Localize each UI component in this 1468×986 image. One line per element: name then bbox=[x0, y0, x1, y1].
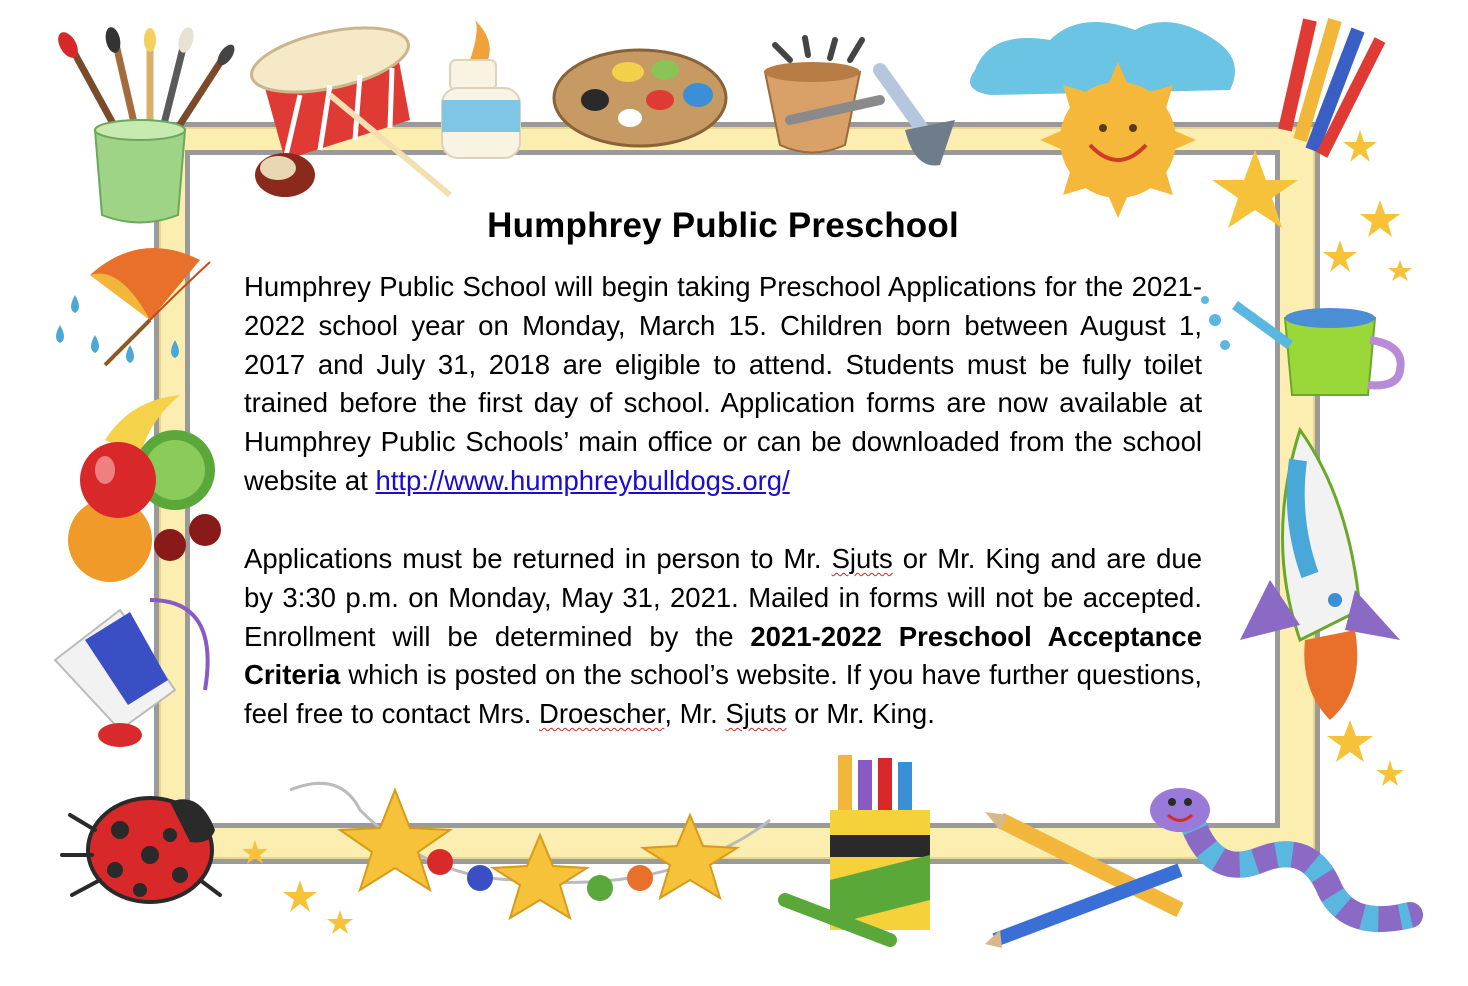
paragraph-2-text-e: or Mr. King. bbox=[786, 698, 935, 730]
ladybug-icon bbox=[62, 798, 220, 902]
acceptance-criteria-title: 2021-2022 Preschool Acceptance Criteria bbox=[244, 620, 1202, 691]
paragraph-2-text-c: which is posted on the school’s website. If you have further questions, feel free to contact Mrs. bbox=[244, 659, 1202, 730]
spellcheck-word-sjuts: Sjuts bbox=[831, 543, 893, 574]
paragraph-2-text-b: or Mr. King and are due by 3:30 p.m. on Monday, May 31, 2021. Mailed in forms will not be accepted. Enrollment will be determined by the bbox=[244, 543, 1202, 652]
notice-paragraph-2 bbox=[244, 540, 1202, 734]
notice-paragraph-1 bbox=[244, 268, 1202, 501]
glue-bottle-icon bbox=[442, 20, 520, 158]
paragraph-2-text-a: Applications must be returned in person to Mr. bbox=[244, 543, 832, 574]
spellcheck-word-sjuts-2: Sjuts bbox=[725, 698, 787, 730]
spellcheck-word-droescher: Droescher bbox=[538, 698, 665, 730]
ribbons-icon bbox=[1285, 20, 1380, 155]
page-title: Humphrey Public Preschool bbox=[487, 206, 959, 245]
paragraph-1-text: Humphrey Public School will begin taking Preschool Applications for the 2021-2022 school year on Monday, March 15. Children born between August 1, 2017 and July 31, 2018 are eligible to attend. Students must be fully toilet trained before the first day of school. Application forms are now available at Humphrey Public Schools’ main office or can be downloaded from the school website at bbox=[244, 271, 1202, 496]
paragraph-2-text-d: , Mr. bbox=[664, 698, 726, 730]
paint-palette-icon bbox=[554, 50, 726, 146]
school-website-link[interactable]: http://www.humphreybulldogs.org/ bbox=[375, 464, 790, 496]
